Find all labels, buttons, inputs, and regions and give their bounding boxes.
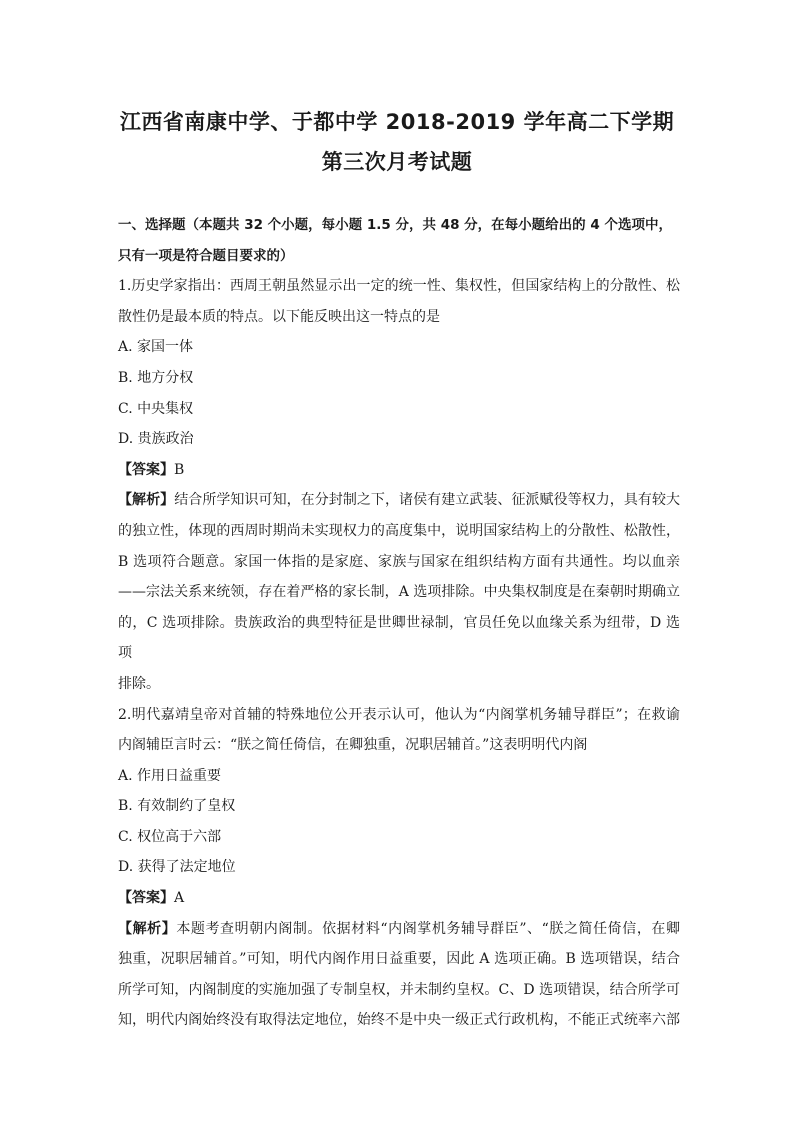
- section-heading-line2: 只有一项是符合题目要求的）: [118, 247, 294, 264]
- analysis-line: ——宗法关系来统领，存在着严格的家长制，A 选项排除。中央集权制度是在秦朝时期确立: [118, 584, 680, 601]
- answer-line: [118, 455, 680, 486]
- question-stem-line: 内阁辅臣言时云：“朕之简任倚信，在卿独重，况职居辅首。”这表明明代内阁: [118, 737, 588, 754]
- analysis-text: 结合所学知识可知，在分封制之下，诸侯有建立武装、征派赋役等权力，具有较大: [174, 492, 681, 509]
- analysis-line: 排除。: [118, 675, 160, 692]
- section-heading-line1: 一、选择题（本题共 32 个小题，每小题 1.5 分，共 48 分，在每小题给出的 4 个选项中，: [118, 217, 672, 233]
- analysis-line: 所学可知，内阁制度的实施加强了专制皇权，并未制约皇权。C、D 选项错误，结合所学可: [118, 981, 680, 998]
- document-title-line1: 江西省南康中学、于都中学 2018-2019 学年高二下学期: [119, 110, 675, 134]
- document-title-line2: 第三次月考试题: [321, 150, 473, 174]
- question-2: [118, 700, 680, 1037]
- analysis-line: 的，C 选项排除。贵族政治的典型特征是世卿世禄制，官员任免以血缘关系为纽带，D 选项: [118, 614, 680, 662]
- answer-value: A: [174, 890, 185, 907]
- document-body: [118, 210, 680, 1036]
- answer-label: 【答案】: [118, 890, 174, 907]
- option-c: C. 中央集权: [118, 400, 194, 417]
- option-b: B. 地方分权: [118, 369, 194, 386]
- question-1: [118, 271, 680, 699]
- option-d: D. 贵族政治: [118, 431, 194, 448]
- analysis-label: 【解析】: [118, 492, 175, 509]
- analysis-text: 本题考查明朝内阁制。依据材料“内阁掌机务辅导群臣”、“朕之简任倚信，在卿: [176, 920, 680, 937]
- question-stem-line: 2.明代嘉靖皇帝对首辅的特殊地位公开表示认可，他认为“内阁掌机务辅导群臣”；在救谕: [118, 706, 680, 723]
- answer-line: [118, 883, 680, 914]
- option-b: B. 有效制约了皇权: [118, 798, 236, 815]
- option-d: D. 获得了法定地位: [118, 859, 236, 876]
- analysis-line: [118, 914, 680, 945]
- analysis-line: [118, 485, 680, 516]
- analysis-line: B 选项符合题意。家国一体指的是家庭、家族与国家在组织结构方面有共通性。均以血亲: [118, 553, 680, 570]
- answer-label: 【答案】: [118, 461, 174, 478]
- question-stem-line: 散性仍是最本质的特点。以下能反映出这一特点的是: [118, 308, 440, 325]
- option-a: A. 作用日益重要: [118, 767, 222, 784]
- analysis-line: 的独立性，体现的西周时期尚未实现权力的高度集中，说明国家结构上的分散性、松散性，: [118, 522, 680, 539]
- option-a: A. 家国一体: [118, 339, 194, 356]
- analysis-line: 独重，况职居辅首。”可知，明代内阁作用日益重要，因此 A 选项正确。B 选项错误，结合: [118, 951, 680, 968]
- question-stem-line: 1.历史学家指出：西周王朝虽然显示出一定的统一性、集权性，但国家结构上的分散性、松: [118, 278, 680, 295]
- answer-value: B: [174, 461, 185, 478]
- analysis-label: 【解析】: [118, 920, 177, 937]
- option-c: C. 权位高于六部: [118, 828, 222, 845]
- analysis-line: 知，明代内阁始终没有取得法定地位，始终不是中央一级正式行政机构，不能正式统率六部: [118, 1012, 680, 1029]
